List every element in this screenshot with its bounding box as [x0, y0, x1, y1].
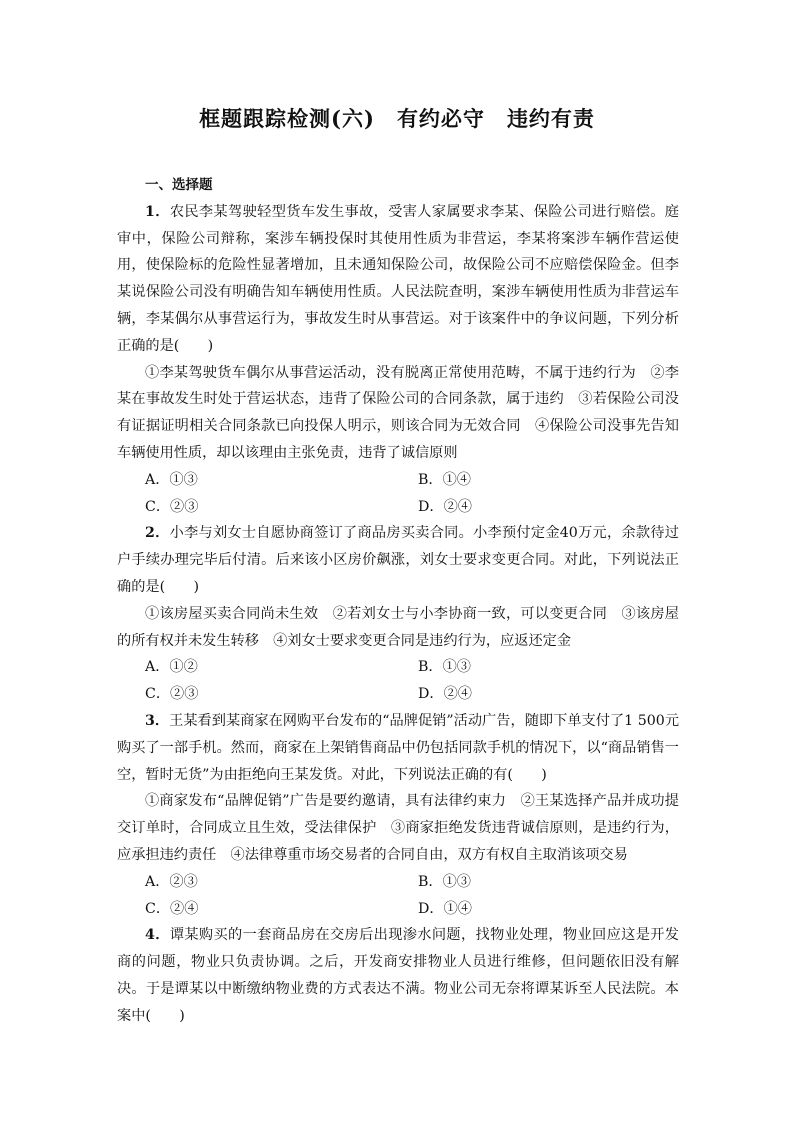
- question-3-stem: [117, 708, 679, 788]
- section-heading: 一、选择题: [145, 177, 213, 193]
- question-3-options: [145, 869, 679, 923]
- option-a[interactable]: A．①③: [145, 471, 198, 488]
- option-d[interactable]: D．②④: [418, 686, 472, 703]
- question-2-options: [145, 654, 679, 708]
- option-c[interactable]: C．②③: [145, 498, 199, 515]
- option-d[interactable]: D．②④: [418, 498, 472, 515]
- option-b[interactable]: B．①③: [418, 873, 471, 890]
- option-c[interactable]: C．②④: [145, 900, 199, 917]
- question-2-text: 小李与刘女士自愿协商签订了商品房买卖合同。小李预付定金40万元，余款待过户手续办理完毕后付清。后来该小区房价飙涨，刘女士要求变更合同。对此，下列说法正确的是( ): [117, 525, 679, 595]
- question-1-options: [145, 467, 679, 521]
- option-c[interactable]: C．②③: [145, 686, 199, 703]
- question-3-items: ①商家发布“品牌促销”广告是要约邀请，具有法律约束力 ②王某选择产品并成功提交订单时，合同成立且生效，受法律保护 ③商家拒绝发货违背诚信原则，是违约行为，应承担违约责任 ④法律尊重市场交易者的合同自由，双方有权自主取消该项交易: [117, 793, 679, 863]
- question-1-items: ①李某驾驶货车偶尔从事营运活动，没有脱离正常使用范畴，不属于违约行为 ②李某在事故发生时处于营运状态，违背了保险公司的合同条款，属于违约 ③若保险公司没有证据证明相关合同条款已向投保人明示，则该合同为无效合同 ④保险公司没事先告知车辆使用性质，却以该理由主张免责，违背了诚信原则: [117, 364, 679, 461]
- title-part-1: 框题跟踪检测(六): [199, 106, 375, 131]
- question-1-number: 1．: [145, 203, 170, 220]
- page-title: [0, 103, 794, 133]
- question-2-number: 2．: [145, 525, 170, 542]
- question-4-number: 4．: [145, 927, 170, 944]
- question-1-text: 农民李某驾驶轻型货车发生事故，受害人家属要求李某、保险公司进行赔偿。庭审中，保险公司辩称，案涉车辆投保时其使用性质为非营运，李某将案涉车辆作营运使用，使保险标的危险性显著增加，且未通知保险公司，故保险公司不应赔偿保险金。但李某说保险公司没有明确告知车辆使用性质。人民法院查明，案涉车辆使用性质为非营运车辆，李某偶尔从事营运行为，事故发生时从事营运。对于该案件中的争议问题，下列分析正确的是( ): [117, 203, 679, 354]
- question-1-stem: [117, 199, 679, 360]
- option-a[interactable]: A．①②: [145, 659, 198, 676]
- question-3-text: 王某看到某商家在网购平台发布的“品牌促销”活动广告，随即下单支付了1 500元购买了一部手机。然而，商家在上架销售商品中仍包括同款手机的情况下，以“商品销售一空，暂时无货”为由拒绝向王某发货。对此，下列说法正确的有( ): [117, 712, 680, 783]
- title-part-2: 有约必守: [396, 106, 485, 131]
- question-4-text: 谭某购买的一套商品房在交房后出现渗水问题，找物业处理，物业回应这是开发商的问题，物业只负责协调。之后，开发商安排物业人员进行维修，但问题依旧没有解决。于是谭某以中断缴纳物业费的方式表达不满。物业公司无奈将谭某诉至人民法院。本案中( ): [117, 927, 679, 1024]
- question-4-stem: [117, 922, 679, 1029]
- title-part-3: 违约有责: [506, 106, 595, 131]
- question-2-items: ①该房屋买卖合同尚未生效 ②若刘女士与小李协商一致，可以变更合同 ③该房屋的所有权并未发生转移 ④刘女士要求变更合同是违约行为，应返还定金: [117, 605, 679, 649]
- exam-content: [117, 172, 679, 1030]
- question-2-stem: [117, 520, 679, 600]
- option-a[interactable]: A．②③: [145, 873, 198, 890]
- option-b[interactable]: B．①④: [418, 471, 471, 488]
- question-3-number: 3．: [145, 712, 170, 729]
- option-d[interactable]: D．①④: [418, 900, 472, 917]
- option-b[interactable]: B．①③: [418, 659, 471, 676]
